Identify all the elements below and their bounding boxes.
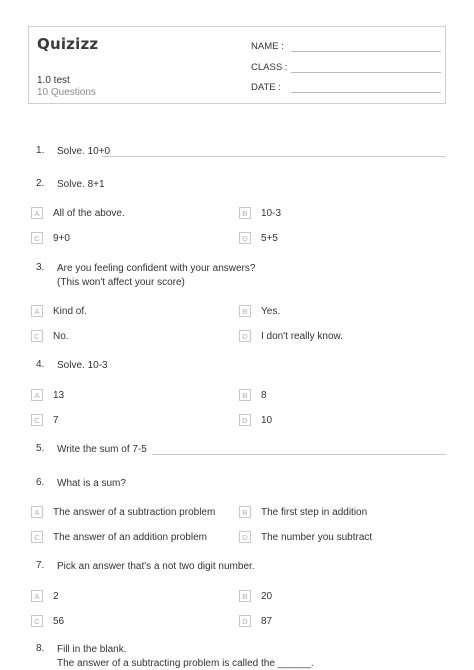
question-number: 5. bbox=[36, 443, 45, 454]
option-a[interactable] bbox=[31, 506, 215, 518]
option-letter: A bbox=[31, 590, 43, 602]
option-c[interactable] bbox=[31, 330, 69, 342]
option-text: 56 bbox=[53, 615, 65, 627]
answer-line[interactable] bbox=[102, 156, 446, 157]
option-text: 87 bbox=[261, 615, 273, 627]
question-number: 6. bbox=[36, 477, 45, 488]
name-label: NAME : bbox=[251, 41, 284, 52]
option-b[interactable] bbox=[239, 506, 367, 518]
option-letter: C bbox=[31, 414, 43, 426]
question-subtext: (This won't affect your score) bbox=[57, 277, 185, 288]
option-letter: B bbox=[239, 305, 251, 317]
option-d[interactable] bbox=[239, 330, 343, 342]
option-text: 20 bbox=[261, 590, 273, 602]
option-c[interactable] bbox=[31, 414, 59, 426]
question-number: 4. bbox=[36, 359, 45, 370]
option-a[interactable] bbox=[31, 590, 59, 602]
option-letter: B bbox=[239, 506, 251, 518]
class-line[interactable] bbox=[291, 63, 441, 73]
option-text: 7 bbox=[53, 414, 59, 426]
question-text: Write the sum of 7-5 bbox=[57, 444, 147, 455]
question-text: What is a sum? bbox=[57, 478, 126, 489]
option-a[interactable] bbox=[31, 305, 87, 317]
option-text: 5+5 bbox=[261, 232, 278, 244]
option-letter: B bbox=[239, 389, 251, 401]
option-letter: D bbox=[239, 531, 251, 543]
name-line[interactable] bbox=[291, 42, 441, 52]
class-field[interactable] bbox=[251, 62, 441, 73]
option-text: The first step in addition bbox=[261, 506, 368, 518]
question-text: Solve. 10+0 bbox=[57, 146, 111, 157]
option-text: 2 bbox=[53, 590, 59, 602]
question-number: 2. bbox=[36, 178, 45, 189]
option-letter: D bbox=[239, 232, 251, 244]
option-c[interactable] bbox=[31, 615, 64, 627]
option-text: All of the above. bbox=[53, 207, 125, 219]
question-count: 10 Questions bbox=[37, 87, 96, 98]
question-number: 8. bbox=[36, 643, 45, 654]
option-a[interactable] bbox=[31, 207, 125, 219]
question-text: Are you feeling confident with your answers? bbox=[57, 263, 256, 274]
option-text: The answer of an addition problem bbox=[53, 531, 207, 543]
option-letter: B bbox=[239, 590, 251, 602]
option-letter: C bbox=[31, 232, 43, 244]
option-d[interactable] bbox=[239, 615, 272, 627]
question-text: Fill in the blank. bbox=[57, 644, 127, 655]
option-letter: A bbox=[31, 389, 43, 401]
option-letter: A bbox=[31, 506, 43, 518]
question-text: Pick an answer that's a not two digit number. bbox=[57, 561, 255, 572]
option-c[interactable] bbox=[31, 531, 207, 543]
option-text: 13 bbox=[53, 389, 65, 401]
option-b[interactable] bbox=[239, 590, 272, 602]
option-text: 10 bbox=[261, 414, 273, 426]
option-letter: C bbox=[31, 615, 43, 627]
option-text: I don't really know. bbox=[261, 330, 343, 342]
class-label: CLASS : bbox=[251, 62, 288, 73]
name-field[interactable] bbox=[251, 41, 441, 52]
option-text: No. bbox=[53, 330, 69, 342]
option-text: 9+0 bbox=[53, 232, 70, 244]
question-number: 1. bbox=[36, 145, 45, 156]
option-b[interactable] bbox=[239, 207, 281, 219]
date-label: DATE : bbox=[251, 82, 281, 93]
option-letter: A bbox=[31, 305, 43, 317]
option-d[interactable] bbox=[239, 531, 372, 543]
worksheet-header bbox=[28, 26, 446, 104]
quizizz-logo: Quizizz bbox=[37, 35, 99, 53]
option-letter: C bbox=[31, 330, 43, 342]
option-text: 8 bbox=[261, 389, 267, 401]
date-line[interactable] bbox=[291, 83, 441, 93]
question-text: Solve. 8+1 bbox=[57, 179, 105, 190]
answer-line[interactable] bbox=[152, 454, 446, 455]
option-letter: A bbox=[31, 207, 43, 219]
option-letter: D bbox=[239, 615, 251, 627]
option-letter: D bbox=[239, 330, 251, 342]
option-letter: C bbox=[31, 531, 43, 543]
option-letter: D bbox=[239, 414, 251, 426]
date-field[interactable] bbox=[251, 82, 441, 93]
option-text: Kind of. bbox=[53, 305, 87, 317]
option-a[interactable] bbox=[31, 389, 64, 401]
test-title: 1.0 test bbox=[37, 75, 70, 86]
question-subtext: The answer of a subtracting problem is called the ______. bbox=[57, 658, 314, 669]
option-text: The number you subtract bbox=[261, 531, 373, 543]
question-number: 3. bbox=[36, 262, 45, 273]
question-number: 7. bbox=[36, 560, 45, 571]
option-b[interactable] bbox=[239, 389, 267, 401]
option-b[interactable] bbox=[239, 305, 280, 317]
option-text: The answer of a subtraction problem bbox=[53, 506, 216, 518]
option-letter: B bbox=[239, 207, 251, 219]
option-d[interactable] bbox=[239, 232, 278, 244]
question-text: Solve. 10-3 bbox=[57, 360, 108, 371]
option-c[interactable] bbox=[31, 232, 70, 244]
option-text: Yes. bbox=[261, 305, 281, 317]
option-text: 10-3 bbox=[261, 207, 282, 219]
option-d[interactable] bbox=[239, 414, 272, 426]
